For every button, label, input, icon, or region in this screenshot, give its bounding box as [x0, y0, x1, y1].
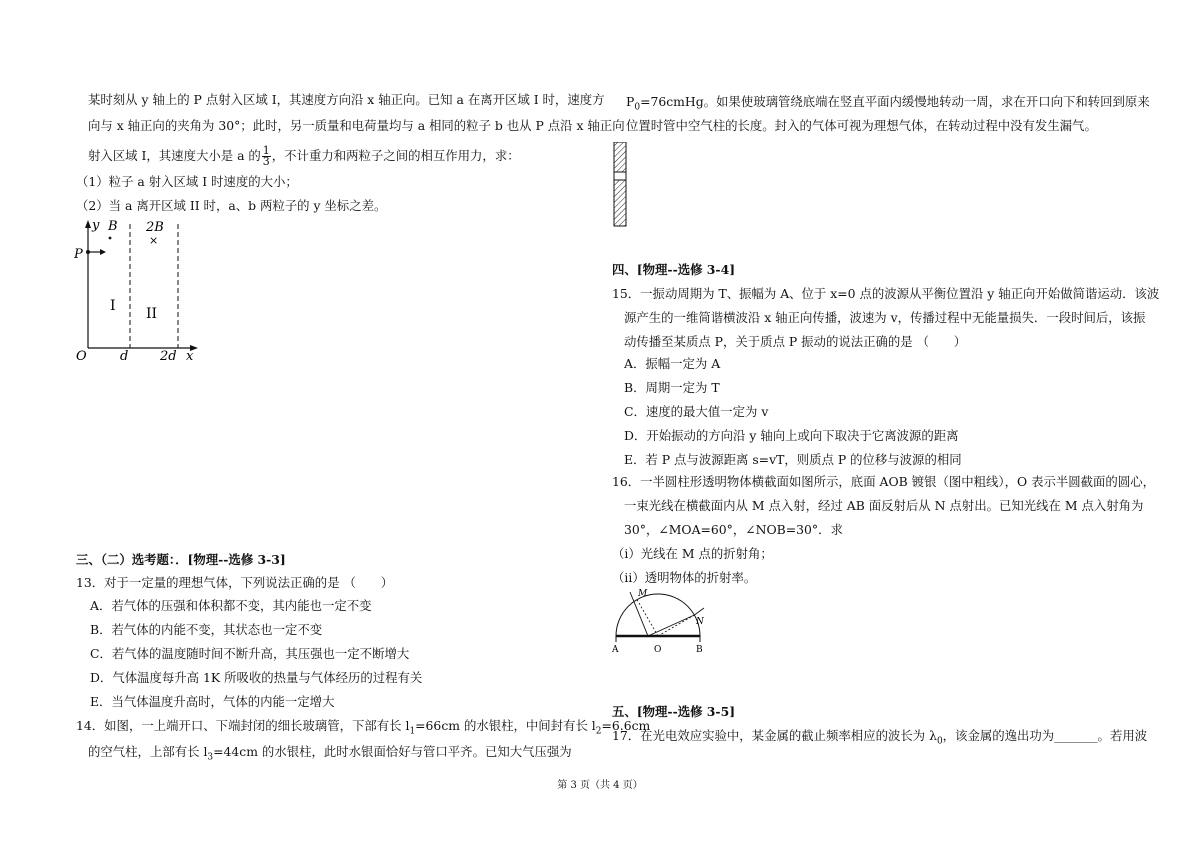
origin-label: O — [76, 349, 87, 364]
field-cross-mark: × — [149, 234, 159, 247]
q17-text-1: 17．在光电效应实验中，某金属的截止频率相应的波长为 λ — [612, 728, 937, 743]
q17-sub: 0 — [936, 736, 943, 747]
intro-line-2: 向与 x 轴正向的夹角为 30°；此时，另一质量和电荷量均与 a 相同的粒子 b 也从 P 点沿 x 轴正向 — [88, 118, 625, 133]
section-3-heading: 三、（二）选考题：．[物理--选修 3-3] — [76, 552, 286, 567]
q14-sub-2: 2 — [595, 726, 602, 737]
q14-text-4: 的空气柱，上部有长 l — [88, 744, 208, 759]
point-m-label: M — [638, 589, 648, 599]
question-13-stem: 13．对于一定量的理想气体，下列说法正确的是 （ ） — [76, 575, 394, 590]
question-16-part-i: （ⅰ）光线在 M 点的折射角； — [612, 546, 773, 561]
question-13-option-d: D．气体温度每升高 1K 所吸收的热量与气体经历的过程有关 — [90, 670, 423, 685]
q14-continued-text: =76cmHg。如果使玻璃管绕底端在竖直平面内缓慢地转动一周，求在开口向下和转回到原来 — [640, 94, 1150, 109]
point-n-label: N — [696, 617, 704, 627]
q14-sub-1: 1 — [409, 726, 416, 737]
section-4-heading: 四、[物理--选修 3-4] — [612, 262, 736, 277]
magnetic-field-figure — [74, 214, 214, 364]
semicircle-figure — [612, 586, 722, 658]
fraction-numerator: 1 — [262, 144, 270, 157]
q14-sub-3: 3 — [207, 752, 214, 763]
question-15-line-3: 动传播至某质点 P，关于质点 P 振动的说法正确的是 （ ） — [624, 334, 967, 349]
point-a-label: A — [612, 645, 619, 655]
q14-text-5: =44cm 的水银柱，此时水银面恰好与管口平齐。已知大气压强为 — [213, 744, 572, 759]
section-5-heading: 五、[物理--选修 3-5] — [612, 704, 736, 719]
field-b-label: B — [108, 219, 118, 234]
question-14-line-2 — [88, 744, 572, 765]
question-17-line-1 — [612, 728, 1147, 749]
question-14-line-1 — [76, 718, 650, 739]
q14-p-symbol: P — [626, 94, 635, 109]
field-2b-label: 2B — [146, 220, 164, 235]
question-14-continued-2: 位置时管中空气柱的长度。封入的气体可视为理想气体，在转动过程中没有发生漏气。 — [626, 118, 1097, 133]
intro-line-3-text-a: 射入区域 I，其速度大小是 a 的 — [88, 148, 261, 163]
q14-text-3: =6.6cm — [601, 718, 651, 733]
fraction-denominator: 3 — [262, 155, 270, 168]
fraction-one-third — [262, 146, 271, 167]
y-axis-label: y — [92, 218, 100, 233]
question-15-option-d: D．开始振动的方向沿 y 轴向上或向下取决于它离波源的距离 — [624, 428, 959, 443]
point-o-label: O — [654, 645, 662, 655]
intro-line-3 — [88, 146, 520, 167]
question-13-option-b: B．若气体的内能不变，其状态也一定不变 — [90, 622, 323, 637]
question-13-option-c: C．若气体的温度随时间不断升高，其压强也一定不断增大 — [90, 646, 410, 661]
question-12-part-1: （1）粒子 a 射入区域 I 时速度的大小； — [76, 174, 298, 189]
page-footer: 第 3 页（共 4 页） — [557, 780, 643, 791]
q14-p-sub: 0 — [634, 102, 641, 113]
point-p-label: P — [74, 247, 83, 262]
question-16-line-1: 16．一半圆柱形透明物体横截面如图所示，底面 AOB 镀银（图中粗线），O 表示半圆截面的圆心， — [612, 474, 1155, 489]
question-15-option-e: E．若 P 点与波源距离 s=vT，则质点 P 的位移与波源的相同 — [624, 452, 962, 467]
intro-line-3-text-b: ，不计重力和两粒子之间的相互作用力，求： — [271, 148, 520, 163]
question-15-option-b: B．周期一定为 T — [624, 380, 720, 395]
region-1-label: I — [110, 298, 116, 314]
question-15-option-c: C．速度的最大值一定为 v — [624, 404, 769, 419]
question-13-option-a: A．若气体的压强和体积都不变，其内能也一定不变 — [90, 598, 372, 613]
question-15-option-a: A．振幅一定为 A — [624, 356, 721, 371]
glass-tube-figure — [612, 142, 632, 230]
question-12-part-2: （2）当 a 离开区域 II 时，a、b 两粒子的 y 坐标之差。 — [76, 198, 387, 213]
question-13-option-e: E．当气体温度升高时，气体的内能一定增大 — [90, 694, 335, 709]
question-16-line-3: 30°，∠MOA=60°，∠NOB=30°．求 — [624, 522, 843, 537]
q14-text-2: =66cm 的水银柱，中间封有长 l — [415, 718, 596, 733]
question-16-line-2: 一束光线在横截面内从 M 点入射，经过 AB 面反射后从 N 点射出。已知光线在 M 点入射角为 — [624, 498, 1144, 513]
question-15-line-2: 源产生的一维简谐横波沿 x 轴正向传播，波速为 v，传播过程中无能量损失．一段时间后，该振 — [624, 310, 1146, 325]
question-16-part-ii: （ⅱ）透明物体的折射率。 — [612, 570, 757, 585]
intro-line-1: 某时刻从 y 轴上的 P 点射入区域 I，其速度方向沿 x 轴正向。已知 a 在离开区域 I 时，速度方 — [88, 92, 605, 107]
2d-label: 2d — [160, 349, 177, 364]
q14-text-1: 14．如图，一上端开口、下端封闭的细长玻璃管，下部有长 l — [76, 718, 410, 733]
region-2-label: II — [146, 306, 158, 322]
point-b-label: B — [696, 645, 703, 655]
question-14-continued-1 — [626, 94, 1150, 115]
q17-text-2: ，该金属的逸出功为_______。若用波 — [942, 728, 1148, 743]
d-label: d — [120, 349, 129, 364]
x-axis-label: x — [186, 349, 194, 364]
question-15-line-1: 15．一振动周期为 T、振幅为 A、位于 x=0 点的波源从平衡位置沿 y 轴正向开始做简谐运动．该波 — [612, 286, 1160, 301]
